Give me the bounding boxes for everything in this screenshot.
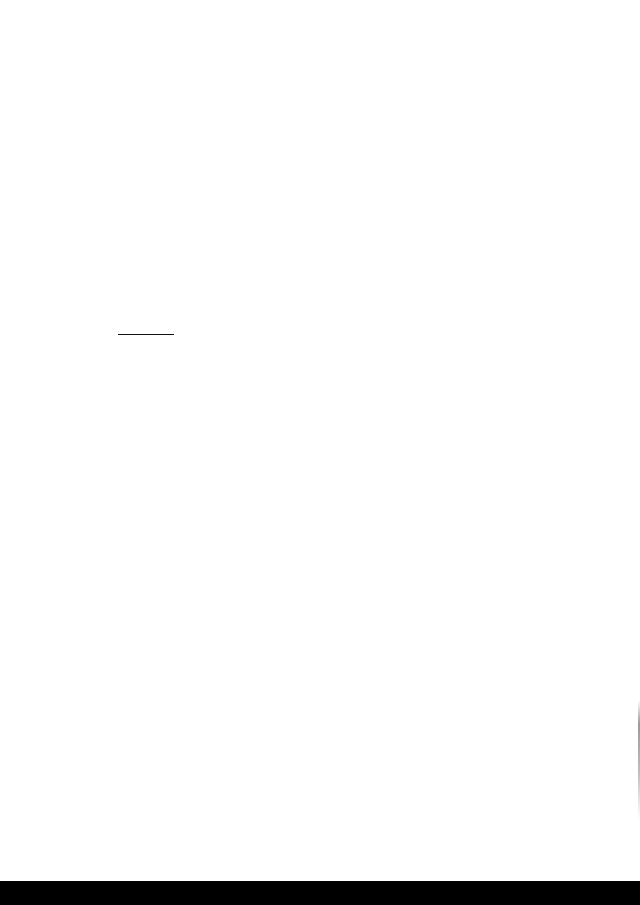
document-body — [88, 40, 580, 56]
date-block — [118, 335, 180, 337]
signature-row — [118, 335, 580, 337]
date-blank-line — [118, 333, 174, 335]
scan-bottom-bar — [0, 881, 640, 905]
